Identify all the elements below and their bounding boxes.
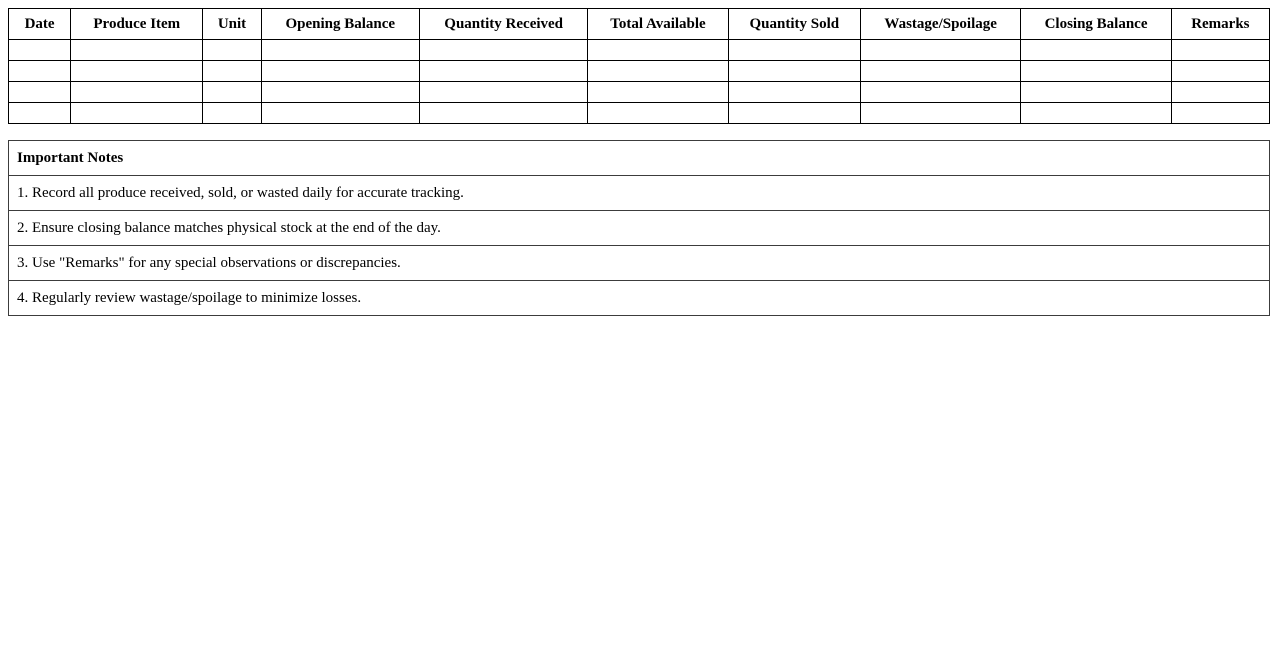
column-header-produce-item: Produce Item bbox=[71, 9, 203, 40]
notes-heading: Important Notes bbox=[9, 141, 1270, 176]
cell-wastage-spoilage[interactable] bbox=[860, 103, 1020, 124]
cell-produce-item[interactable] bbox=[71, 82, 203, 103]
table-header bbox=[9, 9, 1270, 40]
note-text: 2. Ensure closing balance matches physical stock at the end of the day. bbox=[9, 211, 1270, 246]
cell-wastage-spoilage[interactable] bbox=[860, 82, 1020, 103]
table-row[interactable] bbox=[9, 40, 1270, 61]
table-body bbox=[9, 40, 1270, 124]
cell-quantity-sold[interactable] bbox=[728, 103, 860, 124]
cell-unit[interactable] bbox=[203, 40, 261, 61]
list-item bbox=[9, 211, 1270, 246]
column-header-opening-balance: Opening Balance bbox=[261, 9, 419, 40]
notes-body bbox=[9, 176, 1270, 316]
column-header-wastage-spoilage: Wastage/Spoilage bbox=[860, 9, 1020, 40]
notes-header bbox=[9, 141, 1270, 176]
cell-quantity-sold[interactable] bbox=[728, 82, 860, 103]
note-text: 4. Regularly review wastage/spoilage to minimize losses. bbox=[9, 281, 1270, 316]
cell-produce-item[interactable] bbox=[71, 40, 203, 61]
table-row[interactable] bbox=[9, 103, 1270, 124]
cell-wastage-spoilage[interactable] bbox=[860, 61, 1020, 82]
cell-date[interactable] bbox=[9, 103, 71, 124]
cell-wastage-spoilage[interactable] bbox=[860, 40, 1020, 61]
cell-closing-balance[interactable] bbox=[1021, 40, 1171, 61]
cell-closing-balance[interactable] bbox=[1021, 61, 1171, 82]
column-header-quantity-received: Quantity Received bbox=[419, 9, 587, 40]
column-header-quantity-sold: Quantity Sold bbox=[728, 9, 860, 40]
cell-quantity-sold[interactable] bbox=[728, 40, 860, 61]
cell-total-available[interactable] bbox=[588, 82, 728, 103]
cell-quantity-received[interactable] bbox=[419, 40, 587, 61]
cell-opening-balance[interactable] bbox=[261, 103, 419, 124]
cell-opening-balance[interactable] bbox=[261, 82, 419, 103]
list-item bbox=[9, 176, 1270, 211]
cell-quantity-sold[interactable] bbox=[728, 61, 860, 82]
cell-total-available[interactable] bbox=[588, 103, 728, 124]
cell-produce-item[interactable] bbox=[71, 61, 203, 82]
important-notes-table bbox=[8, 140, 1270, 316]
cell-quantity-received[interactable] bbox=[419, 61, 587, 82]
cell-remarks[interactable] bbox=[1171, 40, 1269, 61]
cell-closing-balance[interactable] bbox=[1021, 82, 1171, 103]
note-text: 1. Record all produce received, sold, or wasted daily for accurate tracking. bbox=[9, 176, 1270, 211]
list-item bbox=[9, 246, 1270, 281]
column-header-date: Date bbox=[9, 9, 71, 40]
cell-unit[interactable] bbox=[203, 103, 261, 124]
cell-opening-balance[interactable] bbox=[261, 40, 419, 61]
cell-unit[interactable] bbox=[203, 82, 261, 103]
cell-total-available[interactable] bbox=[588, 61, 728, 82]
cell-closing-balance[interactable] bbox=[1021, 103, 1171, 124]
column-header-total-available: Total Available bbox=[588, 9, 728, 40]
cell-remarks[interactable] bbox=[1171, 103, 1269, 124]
column-header-remarks: Remarks bbox=[1171, 9, 1269, 40]
produce-daily-log-table bbox=[8, 8, 1270, 124]
cell-quantity-received[interactable] bbox=[419, 82, 587, 103]
notes-header-row bbox=[9, 141, 1270, 176]
table-row[interactable] bbox=[9, 82, 1270, 103]
list-item bbox=[9, 281, 1270, 316]
cell-date[interactable] bbox=[9, 82, 71, 103]
cell-unit[interactable] bbox=[203, 61, 261, 82]
cell-remarks[interactable] bbox=[1171, 61, 1269, 82]
cell-total-available[interactable] bbox=[588, 40, 728, 61]
cell-quantity-received[interactable] bbox=[419, 103, 587, 124]
column-header-unit: Unit bbox=[203, 9, 261, 40]
table-header-row bbox=[9, 9, 1270, 40]
cell-opening-balance[interactable] bbox=[261, 61, 419, 82]
cell-produce-item[interactable] bbox=[71, 103, 203, 124]
column-header-closing-balance: Closing Balance bbox=[1021, 9, 1171, 40]
cell-date[interactable] bbox=[9, 40, 71, 61]
table-row[interactable] bbox=[9, 61, 1270, 82]
cell-remarks[interactable] bbox=[1171, 82, 1269, 103]
note-text: 3. Use "Remarks" for any special observations or discrepancies. bbox=[9, 246, 1270, 281]
cell-date[interactable] bbox=[9, 61, 71, 82]
